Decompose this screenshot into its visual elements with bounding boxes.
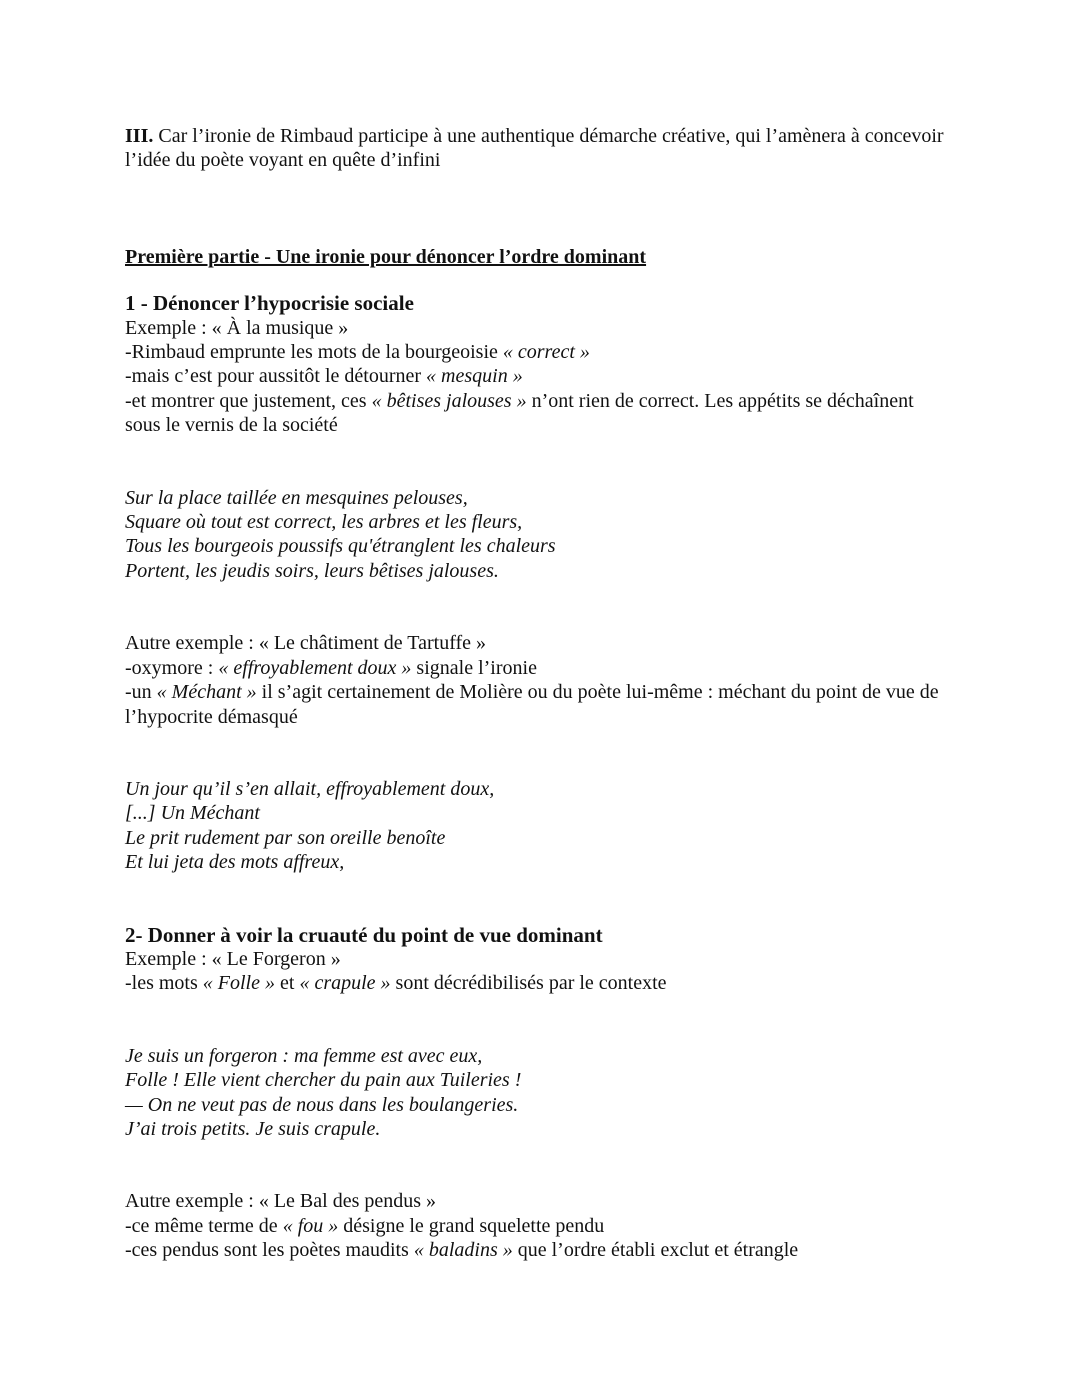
line-text: -mais c’est pour aussitôt le détourner <box>125 365 427 388</box>
poem-line: Sur la place taillée en mesquines pelouses, <box>125 486 468 509</box>
quote: « effroyablement doux » <box>218 656 412 679</box>
section1-heading: 1 - Dénoncer l’hypocrisie sociale <box>125 291 414 316</box>
section2-heading: 2- Donner à voir la cruauté du point de vue dominant <box>125 922 603 947</box>
quote: « Méchant » <box>156 681 257 704</box>
section1-example1-label: Exemple : « À la musique » <box>125 316 349 339</box>
line-text: -oxymore : <box>125 656 219 679</box>
quote: « mesquin » <box>426 365 523 388</box>
line-text: -ces pendus sont les poètes maudits <box>125 1239 414 1262</box>
line-text: n’ont rien de correct. Les appétits se déchaînent sous le vernis de la société <box>125 389 914 437</box>
section1-example2-line2 <box>125 680 945 729</box>
section1-example1-line2 <box>125 364 945 388</box>
poem-line: Un jour qu’il s’en allait, effroyablement doux, <box>125 777 495 800</box>
quote: « crapule » <box>299 972 391 995</box>
line-text: signale l’ironie <box>411 656 537 679</box>
poem-line: — On ne veut pas de nous dans les boulangeries. <box>125 1093 519 1116</box>
poem-1 <box>125 486 945 584</box>
poem-line: Tous les bourgeois poussifs qu'étranglent les chaleurs <box>125 535 556 558</box>
quote: « Folle » <box>202 972 275 995</box>
line-text: -les mots <box>125 972 203 995</box>
poem-line: Je suis un forgeron : ma femme est avec eux, <box>125 1044 483 1067</box>
poem-line: J’ai trois petits. Je suis crapule. <box>125 1117 381 1140</box>
section2-example1-label: Exemple : « Le Forgeron » <box>125 947 341 970</box>
line-text: sont décrédibilisés par le contexte <box>390 972 667 995</box>
section2-example2-label: Autre exemple : « Le Bal des pendus » <box>125 1190 437 1213</box>
document-page <box>125 124 945 1263</box>
section1-example2-line1 <box>125 656 945 680</box>
intro-numeral: III. <box>125 125 154 147</box>
quote: « baladins » <box>413 1239 513 1262</box>
poem-line: Portent, les jeudis soirs, leurs bêtises jalouses. <box>125 559 499 582</box>
line-text: -Rimbaud emprunte les mots de la bourgeoisie <box>125 341 503 364</box>
poem-line: Folle ! Elle vient chercher du pain aux Tuileries ! <box>125 1069 522 1092</box>
poem-line: Square où tout est correct, les arbres et les fleurs, <box>125 511 523 534</box>
poem-line: [...] Un Méchant <box>125 802 260 825</box>
section2-example2-line1 <box>125 1214 945 1238</box>
section2-example1-line1 <box>125 971 945 995</box>
line-text: -ce même terme de <box>125 1214 283 1237</box>
line-text: désigne le grand squelette pendu <box>338 1214 605 1237</box>
line-text: il s’agit certainement de Molière ou du poète lui-même : méchant du point de vue de l’hypocrite démasqué <box>125 681 939 728</box>
poem-line: Le prit rudement par son oreille benoîte <box>125 826 446 849</box>
line-text: -un <box>125 681 157 704</box>
section1-example2-label: Autre exemple : « Le châtiment de Tartuffe » <box>125 632 487 655</box>
poem-line: Et lui jeta des mots affreux, <box>125 851 345 874</box>
section2-example2-line2 <box>125 1238 945 1262</box>
quote: « bêtises jalouses » <box>371 389 527 412</box>
quote: « correct » <box>502 341 590 364</box>
quote: « fou » <box>282 1214 339 1237</box>
section1-example1-line3 <box>125 389 945 438</box>
poem-2 <box>125 777 945 875</box>
section1-example1-line1 <box>125 340 945 364</box>
line-text: que l’ordre établi exclut et étrangle <box>512 1239 799 1262</box>
poem-3 <box>125 1044 945 1142</box>
intro-paragraph <box>125 124 945 173</box>
line-text: -et montrer que justement, ces <box>125 389 372 412</box>
part-title: Première partie - Une ironie pour dénoncer l’ordre dominant <box>125 245 647 268</box>
line-text: et <box>275 972 300 995</box>
intro-text: Car l’ironie de Rimbaud participe à une authentique démarche créative, qui l’amènera à concevoir l’idée du poète voyant en quête d’infini <box>125 125 944 172</box>
